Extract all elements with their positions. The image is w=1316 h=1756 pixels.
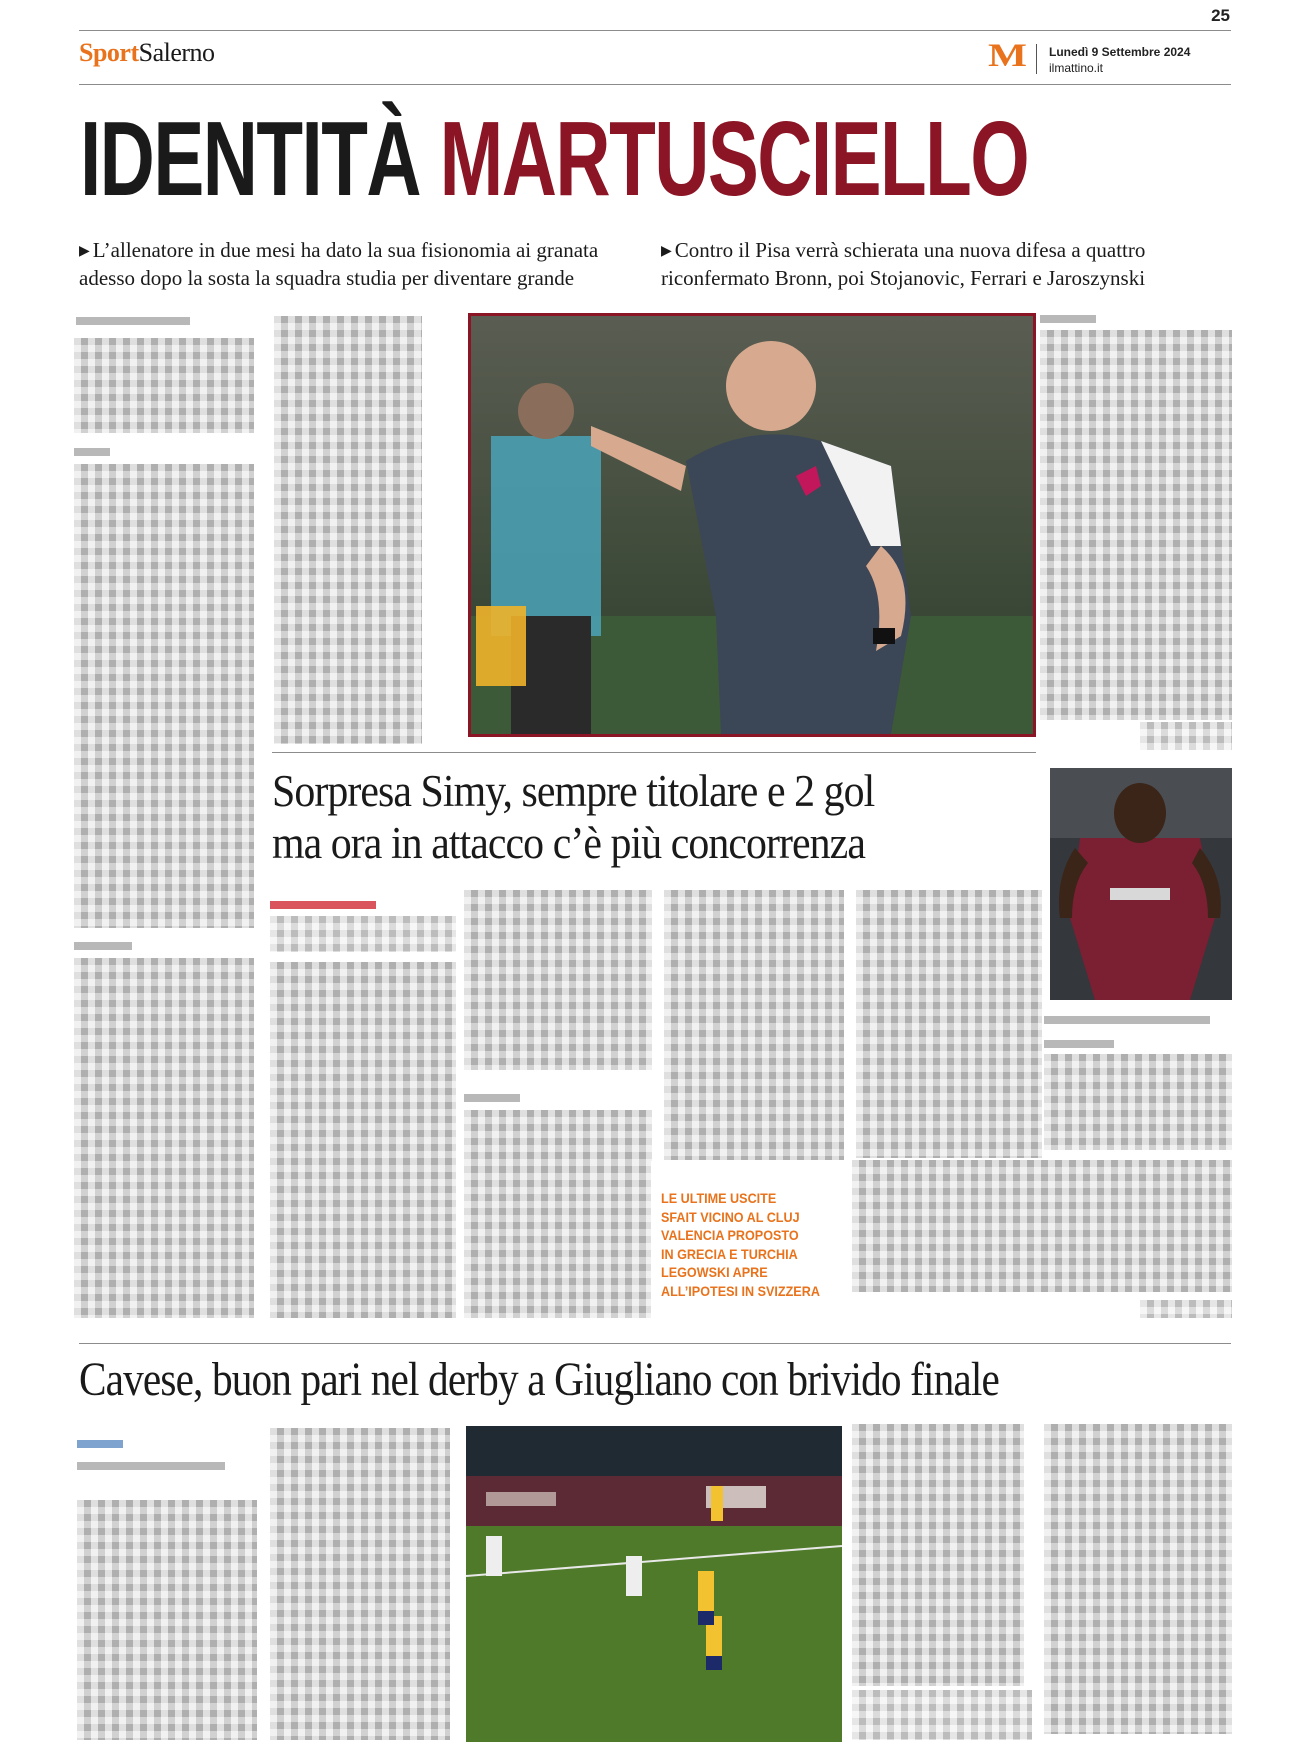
triangle-bullet-icon: ▶ <box>79 244 90 259</box>
text-column-block <box>74 464 254 928</box>
coach-photo <box>468 313 1036 737</box>
subhead-placeholder <box>74 942 132 950</box>
text-column-block <box>856 890 1042 1158</box>
subhead-placeholder <box>77 1462 225 1470</box>
sidebar-line: VALENCIA PROPOSTO <box>661 1227 799 1243</box>
subhead-placeholder <box>1044 1040 1114 1048</box>
text-column-block <box>852 1424 1024 1686</box>
text-column-block <box>74 338 254 433</box>
site-url: ilmattino.it <box>1049 61 1104 75</box>
text-column-block <box>1140 722 1232 750</box>
match-photo-graphic <box>466 1426 842 1742</box>
second-story-rule <box>272 752 1036 753</box>
third-story-rule <box>79 1343 1231 1344</box>
simy-photo <box>1050 768 1232 1000</box>
byline-placeholder <box>76 317 190 325</box>
text-column-block <box>74 958 254 1318</box>
coach-photo-graphic <box>471 316 1033 734</box>
text-column-block <box>1044 1424 1232 1734</box>
text-column-block <box>464 890 652 1070</box>
deck-left-line2: adesso dopo la sosta la squadra studia per diventare grande <box>79 266 575 290</box>
caption-placeholder <box>1044 1016 1210 1024</box>
text-column-block <box>1040 330 1232 720</box>
text-column-block <box>1140 1300 1232 1318</box>
deck-right-line1: Contro il Pisa verrà schierata una nuova difesa a quattro <box>674 238 1146 262</box>
second-headline-line1: Sorpresa Simy, sempre titolare e 2 gol <box>272 766 875 816</box>
byline-placeholder <box>1040 315 1096 323</box>
top-rule <box>79 30 1231 31</box>
byline-placeholder <box>270 901 376 909</box>
sidebar-line: ALL’IPOTESI IN SVIZZERA <box>661 1282 820 1299</box>
text-column-block <box>852 1690 1032 1740</box>
sidebar-line: IN GRECIA E TURCHIA <box>661 1245 798 1262</box>
subhead-placeholder <box>464 1094 520 1102</box>
main-headline <box>80 88 1028 228</box>
triangle-bullet-icon: ▶ <box>661 244 672 259</box>
newspaper-logo: M <box>988 38 1027 74</box>
byline-placeholder <box>77 1440 123 1448</box>
second-headline-line2: ma ora in attacco c’è più concorrenza <box>272 818 865 868</box>
section-sport: Sport <box>79 38 139 67</box>
section-title <box>79 38 215 68</box>
text-column-block <box>270 1428 450 1740</box>
subhead-placeholder <box>74 448 110 456</box>
text-column-block <box>464 1110 652 1318</box>
sidebar-line: LEGOWSKI APRE <box>661 1264 768 1280</box>
market-sidebar-box <box>651 1161 847 1318</box>
main-headline-part1: IDENTITÀ <box>80 98 420 218</box>
deck-right <box>661 237 1145 292</box>
sidebar-line: LE ULTIME USCITE <box>661 1190 777 1206</box>
text-column-block <box>77 1500 257 1740</box>
second-headline <box>272 765 874 869</box>
section-city: Salerno <box>138 38 215 67</box>
main-headline-part2: MARTUSCIELLO <box>439 98 1029 218</box>
page-number: 25 <box>1211 6 1230 25</box>
simy-photo-graphic <box>1050 768 1232 1000</box>
text-column-block <box>664 890 844 1160</box>
text-column-block <box>274 316 422 744</box>
sidebar-line: SFAIT VICINO AL CLUJ <box>661 1208 800 1225</box>
text-column-block <box>270 962 456 1318</box>
text-column-block <box>270 916 456 952</box>
deck-left-line1: L’allenatore in due mesi ha dato la sua fisionomia ai granata <box>92 238 599 262</box>
header-divider <box>1036 44 1037 74</box>
issue-date: Lunedì 9 Settembre 2024 <box>1049 45 1191 59</box>
text-column-block <box>852 1160 1232 1292</box>
deck-left <box>79 237 598 292</box>
text-column-block <box>1044 1054 1232 1150</box>
header-rule <box>79 84 1231 85</box>
deck-right-line2: riconfermato Bronn, poi Stojanovic, Ferrari e Jaroszynski <box>661 266 1146 290</box>
match-photo <box>466 1426 842 1742</box>
third-headline: Cavese, buon pari nel derby a Giugliano con brivido finale <box>79 1353 999 1406</box>
